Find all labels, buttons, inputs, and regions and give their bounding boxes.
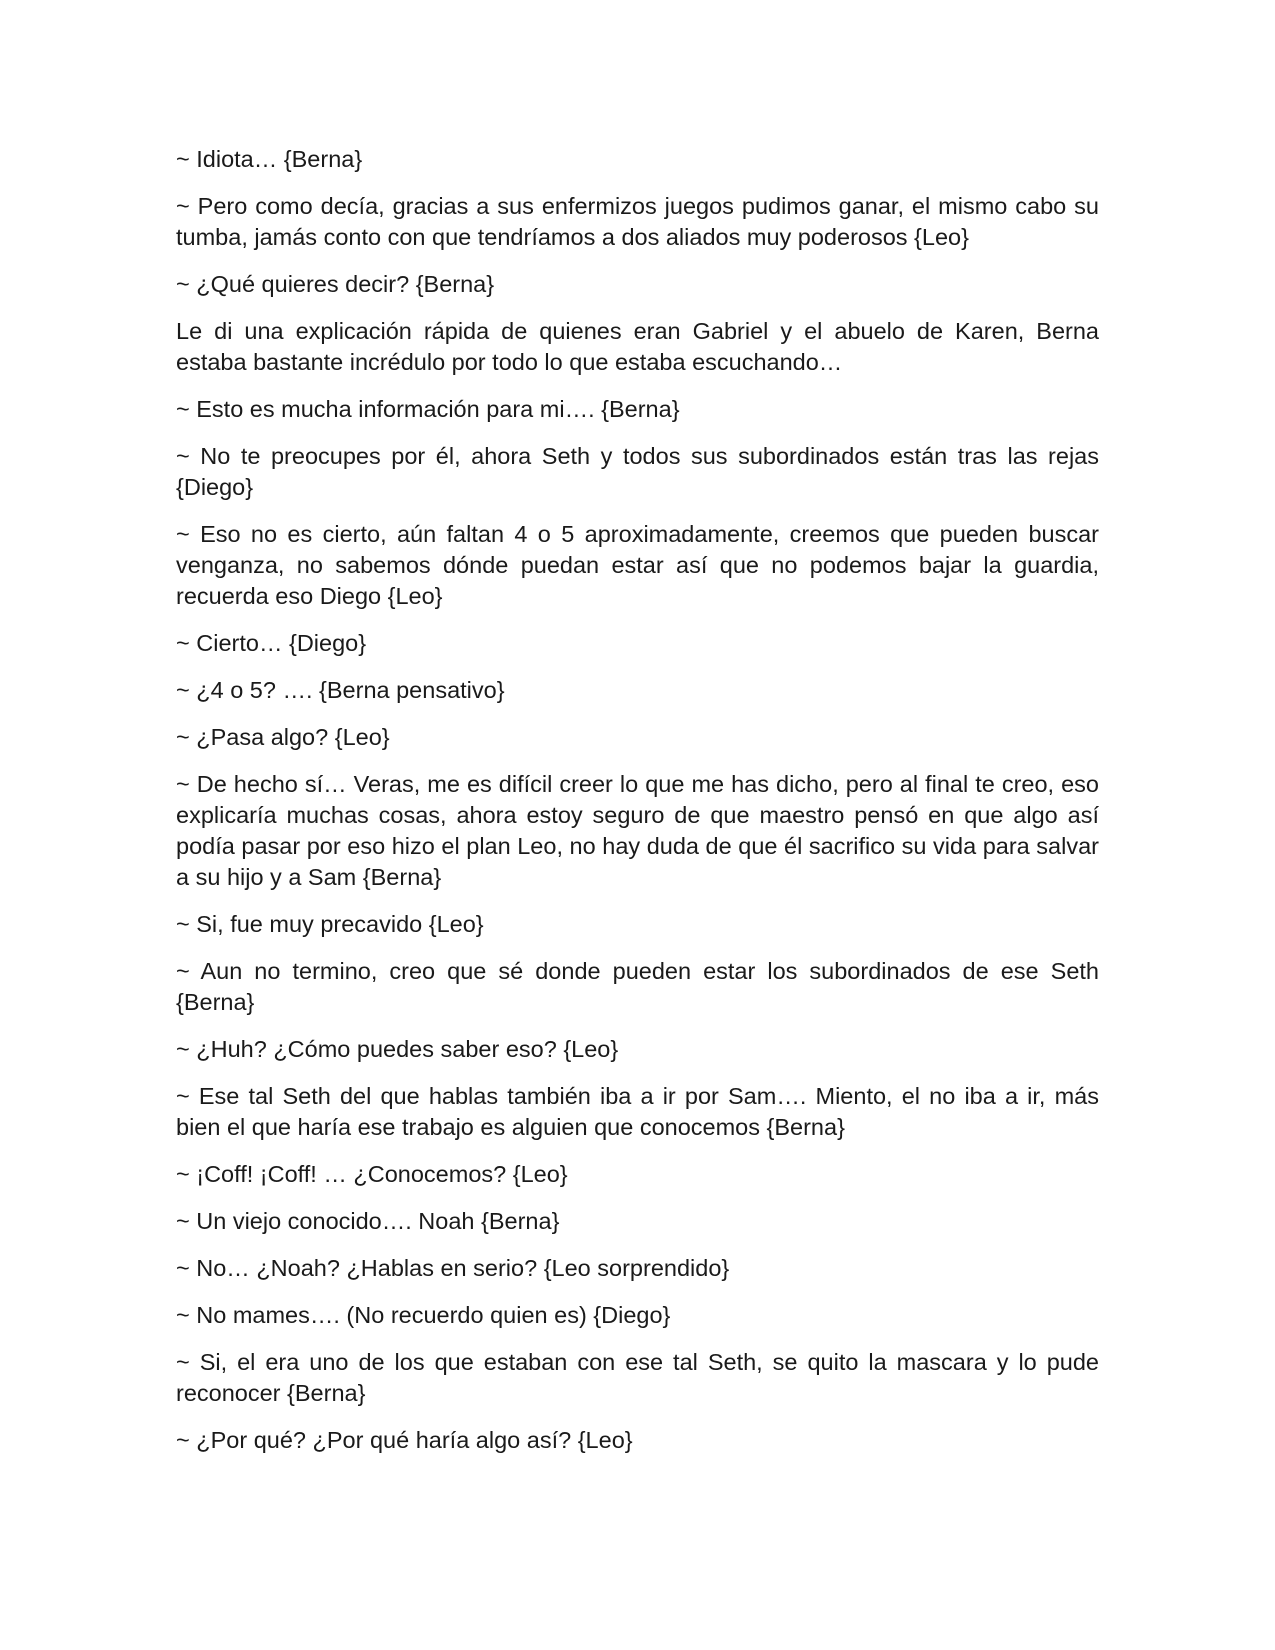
paragraph: ~ Cierto… {Diego} [176, 630, 367, 656]
paragraph: ~ Si, fue muy precavido {Leo} [176, 911, 484, 937]
document-body [176, 144, 1099, 1472]
paragraph: ~ De hecho sí… Veras, me es difícil creer lo que me has dicho, pero al final te creo, eso explicaría muchas cosas, ahora estoy seguro de que maestro pensó en que algo así podía pasar por eso hizo el plan Leo, no hay duda de que él sacrifico su vida para salvar a su hijo y a Sam {Berna} [176, 771, 1099, 890]
paragraph: ~ Un viejo conocido…. Noah {Berna} [176, 1208, 560, 1234]
paragraph: ~ Idiota… {Berna} [176, 146, 363, 172]
paragraph: ~ Si, el era uno de los que estaban con ese tal Seth, se quito la mascara y lo pude reconocer {Berna} [176, 1349, 1099, 1406]
paragraph: ~ Aun no termino, creo que sé donde pueden estar los subordinados de ese Seth {Berna} [176, 958, 1099, 1015]
paragraph: ~ ¿4 o 5? …. {Berna pensativo} [176, 677, 505, 703]
paragraph: ~ No mames…. (No recuerdo quien es) {Diego} [176, 1302, 671, 1328]
paragraph: ~ ¿Pasa algo? {Leo} [176, 724, 390, 750]
paragraph: ~ Eso no es cierto, aún faltan 4 o 5 aproximadamente, creemos que pueden buscar venganza, no sabemos dónde puedan estar así que no podemos bajar la guardia, recuerda eso Diego {Leo} [176, 521, 1099, 609]
paragraph: ~ ¡Coff! ¡Coff! … ¿Conocemos? {Leo} [176, 1161, 568, 1187]
paragraph: ~ ¿Huh? ¿Cómo puedes saber eso? {Leo} [176, 1036, 619, 1062]
paragraph: ~ ¿Qué quieres decir? {Berna} [176, 271, 495, 297]
paragraph: ~ No… ¿Noah? ¿Hablas en serio? {Leo sorprendido} [176, 1255, 730, 1281]
paragraph: ~ ¿Por qué? ¿Por qué haría algo así? {Leo} [176, 1427, 633, 1453]
paragraph: ~ Esto es mucha información para mi…. {Berna} [176, 396, 680, 422]
paragraph: ~ Pero como decía, gracias a sus enfermizos juegos pudimos ganar, el mismo cabo su tumba, jamás conto con que tendríamos a dos aliados muy poderosos {Leo} [176, 193, 1099, 250]
paragraph: Le di una explicación rápida de quienes eran Gabriel y el abuelo de Karen, Berna estaba bastante incrédulo por todo lo que estaba escuchando… [176, 318, 1099, 375]
paragraph: ~ Ese tal Seth del que hablas también iba a ir por Sam…. Miento, el no iba a ir, más bien el que haría ese trabajo es alguien que conocemos {Berna} [176, 1083, 1099, 1140]
paragraph: ~ No te preocupes por él, ahora Seth y todos sus subordinados están tras las rejas {Diego} [176, 443, 1099, 500]
